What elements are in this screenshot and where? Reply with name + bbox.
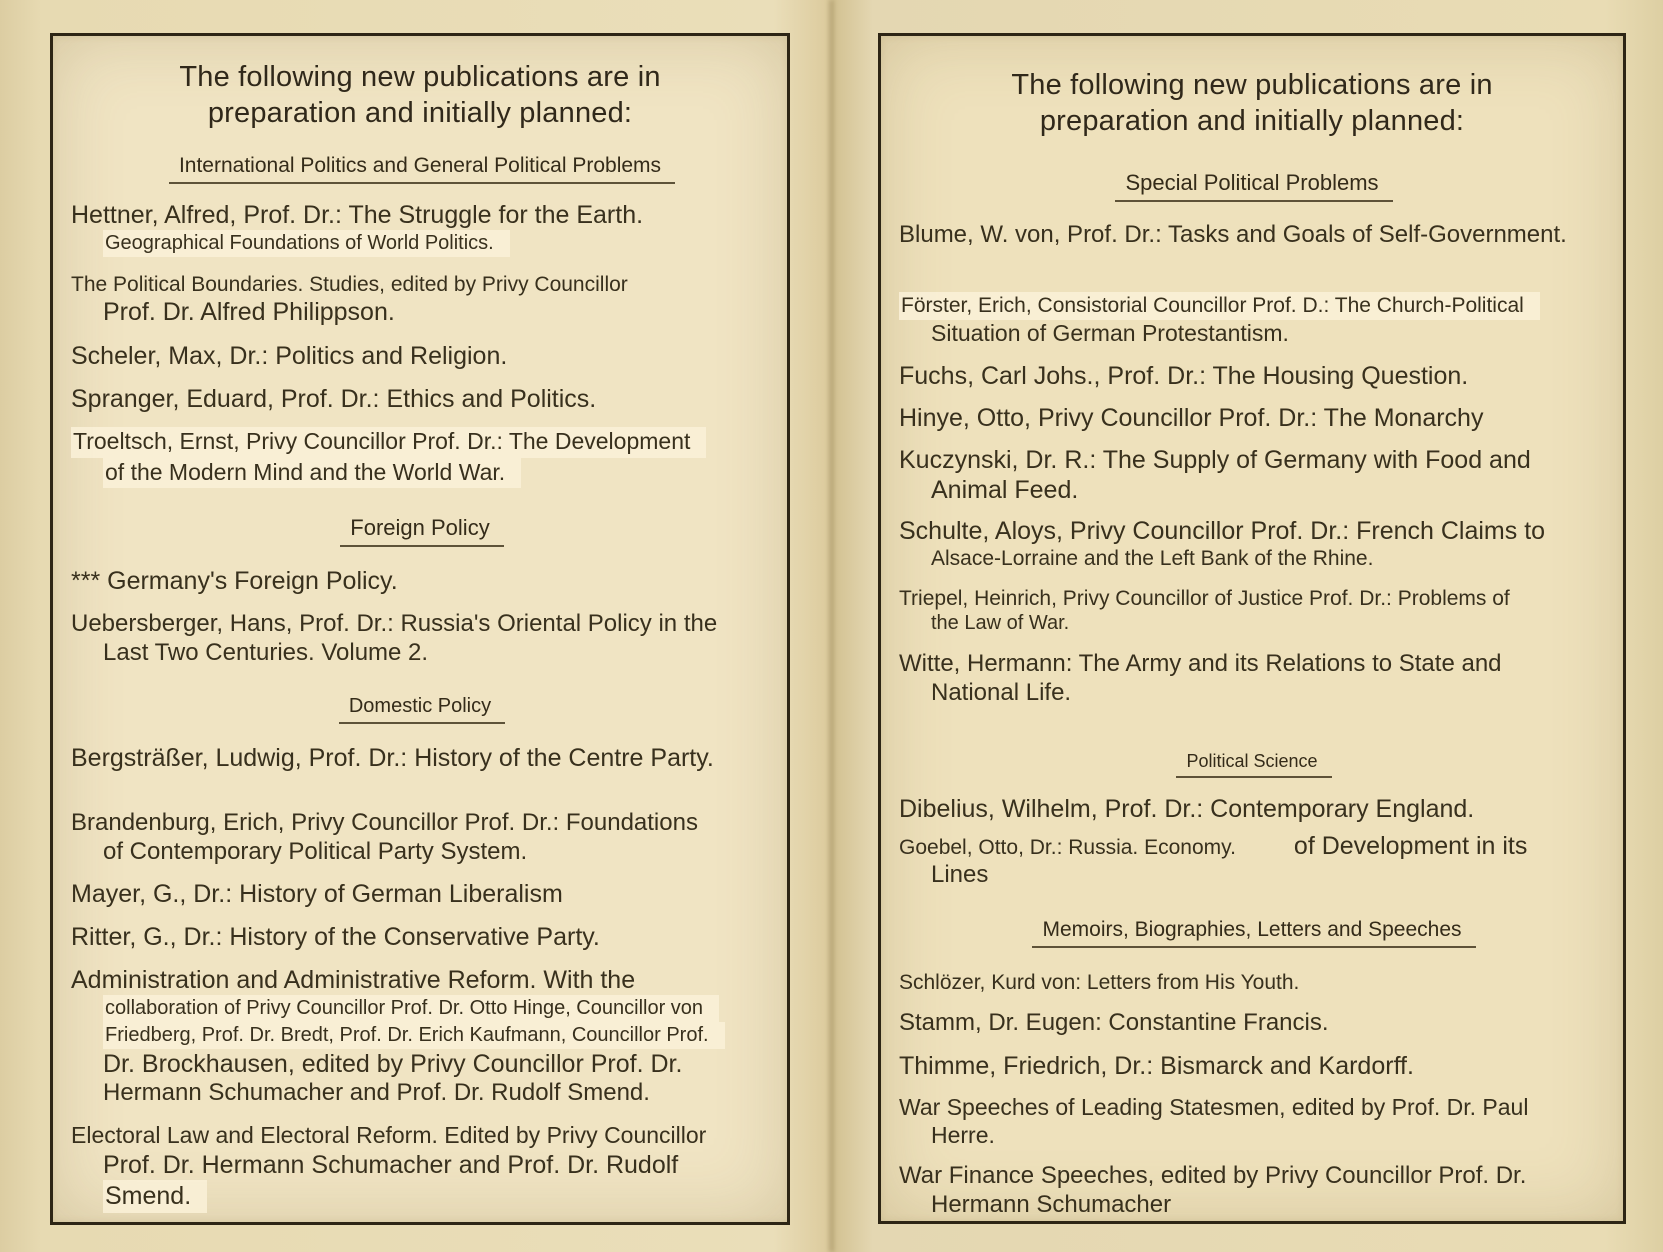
publication-entry (899, 292, 1609, 348)
entry-line-segment: of Development in its (1293, 832, 1528, 861)
publication-entry (899, 831, 1609, 890)
section-heading-row (899, 918, 1609, 948)
entry-line: Kuczynski, Dr. R.: The Supply of Germany with Food and (899, 446, 1531, 475)
publication-entry (899, 586, 1609, 635)
entry-line: Thimme, Friedrich, Dr.: Bismarck and Kardorff. (899, 1052, 1414, 1081)
entry-line: Brandenburg, Erich, Privy Councillor Prof. Dr.: Foundations (71, 808, 698, 836)
entry-line: collaboration of Privy Councillor Prof. Dr. Otto Hinge, Councillor von (103, 995, 719, 1022)
publication-entry (71, 610, 773, 668)
entry-line: Uebersberger, Hans, Prof. Dr.: Russia's Oriental Policy in the (71, 610, 718, 638)
publication-entry (71, 965, 773, 1108)
entry-line: Triepel, Heinrich, Privy Councillor of Justice Prof. Dr.: Problems of (899, 586, 1510, 610)
section-heading: Foreign Policy (340, 515, 503, 547)
publication-entry (71, 879, 773, 909)
publication-entry (899, 516, 1609, 571)
publication-entry (899, 1051, 1609, 1081)
entry-line: of Contemporary Political Party System. (103, 837, 528, 865)
publication-entry (71, 384, 773, 414)
entry-line: Smend. (103, 1180, 207, 1213)
entry-line: Hermann Schumacher (931, 1191, 1172, 1219)
section-heading-row (71, 515, 773, 547)
section-heading: Domestic Policy (339, 695, 505, 724)
entry-line: Hinye, Otto, Privy Councillor Prof. Dr.: The Monarchy (899, 404, 1484, 433)
entry-line: Spranger, Eduard, Prof. Dr.: Ethics and Politics. (71, 385, 597, 414)
entry-line: National Life. (931, 678, 1072, 706)
entry-line: Animal Feed. (931, 476, 1079, 505)
entry-line: War Finance Speeches, edited by Privy Councillor Prof. Dr. (899, 1162, 1527, 1190)
publication-entry (71, 809, 773, 867)
entry-line: Schulte, Aloys, Privy Councillor Prof. Dr.: French Claims to (899, 517, 1546, 546)
entry-line: Lines (931, 861, 989, 889)
publication-entry (899, 1094, 1609, 1149)
entry-line: Stamm, Dr. Eugen: Constantine Francis. (899, 1009, 1329, 1037)
entry-line: Hettner, Alfred, Prof. Dr.: The Struggle for the Earth. (71, 200, 644, 229)
entry-line: the Law of War. (931, 611, 1070, 634)
entry-line: Alsace-Lorraine and the Left Bank of the Rhine. (931, 547, 1374, 571)
entry-line: Last Two Centuries. Volume 2. (103, 639, 429, 667)
entry-line: The Political Boundaries. Studies, edited by Privy Councillor (71, 272, 628, 296)
entry-line: Ritter, G., Dr.: History of the Conservative Party. (71, 923, 600, 952)
entry-line: *** Germany's Foreign Policy. (71, 567, 398, 596)
entry-line: Friedberg, Prof. Dr. Bredt, Prof. Dr. Erich Kaufmann, Councillor Prof. (103, 1022, 725, 1049)
entry-line: Hermann Schumacher and Prof. Dr. Rudolf Smend. (103, 1079, 650, 1107)
publication-entry (71, 200, 773, 257)
publication-entry (899, 1009, 1609, 1038)
entry-line: Blume, W. von, Prof. Dr.: Tasks and Goals of Self-Government. (899, 220, 1567, 248)
entry-line: Förster, Erich, Consistorial Councillor Prof. D.: The Church-Political (899, 292, 1540, 320)
page-content (881, 170, 1623, 1220)
entry-line: Electoral Law and Electoral Reform. Edited by Privy Councillor (71, 1122, 707, 1149)
entry-line: Scheler, Max, Dr.: Politics and Religion. (71, 342, 508, 371)
book-fold-crease (829, 0, 834, 1252)
publication-entry (71, 272, 773, 327)
section-heading-row (899, 751, 1609, 778)
entry-line: Prof. Dr. Alfred Philippson. (103, 298, 395, 327)
entry-line: Bergsträßer, Ludwig, Prof. Dr.: History of the Centre Party. (71, 743, 714, 772)
publication-entry (899, 1162, 1609, 1220)
section-heading-row (899, 170, 1609, 202)
publication-entry (71, 743, 773, 773)
publication-entry (71, 1122, 773, 1213)
entry-line: Witte, Hermann: The Army and its Relations to State and (899, 649, 1502, 677)
entry-line: Administration and Administrative Reform. With the (71, 966, 636, 995)
section-heading: Political Science (1176, 751, 1331, 778)
publication-entry (71, 427, 773, 488)
page-title: The following new publications are in preparation and initially planned: (179, 61, 661, 129)
page-content (53, 154, 787, 1213)
publication-entry (71, 341, 773, 371)
entry-line (899, 831, 1609, 861)
entry-line: of the Modern Mind and the World War. (103, 458, 521, 489)
publication-entry (899, 970, 1609, 995)
section-heading: Special Political Problems (1115, 170, 1392, 202)
publication-entry (899, 650, 1609, 708)
publication-entry (899, 445, 1609, 505)
entry-line: Herre. (931, 1121, 995, 1148)
publication-entry (899, 221, 1609, 250)
entry-line: Dr. Brockhausen, edited by Privy Councillor Prof. Dr. (103, 1050, 683, 1079)
page-title: The following new publications are in preparation and initially planned: (1011, 69, 1493, 137)
entry-line: Schlözer, Kurd von: Letters from His Youth. (899, 971, 1300, 995)
section-heading-row (71, 154, 773, 184)
right-page (878, 33, 1626, 1224)
section-heading: Memoirs, Biographies, Letters and Speeches (1032, 918, 1475, 948)
entry-line: Situation of German Protestantism. (931, 319, 1289, 346)
entry-line: Fuchs, Carl Johs., Prof. Dr.: The Housing Question. (899, 362, 1469, 391)
section-heading-row (71, 695, 773, 724)
entry-line: Prof. Dr. Hermann Schumacher and Prof. Dr. Rudolf (103, 1150, 679, 1179)
entry-line: Troeltsch, Ernst, Privy Councillor Prof. Dr.: The Development (71, 427, 706, 458)
section-heading: International Politics and General Political Problems (169, 154, 675, 184)
publication-entry (71, 566, 773, 596)
publication-entry (899, 794, 1609, 824)
publication-entry (899, 403, 1609, 433)
entry-line: Mayer, G., Dr.: History of German Liberalism (71, 880, 563, 909)
publication-entry (71, 922, 773, 952)
publication-entry (899, 361, 1609, 391)
entry-line: Geographical Foundations of World Politics. (103, 230, 510, 257)
entry-line-segment: Goebel, Otto, Dr.: Russia. Economy. (899, 836, 1236, 860)
left-page (50, 33, 790, 1225)
entry-line: War Speeches of Leading Statesmen, edited by Prof. Dr. Paul (899, 1094, 1529, 1121)
entry-line: Dibelius, Wilhelm, Prof. Dr.: Contemporary England. (899, 795, 1475, 824)
